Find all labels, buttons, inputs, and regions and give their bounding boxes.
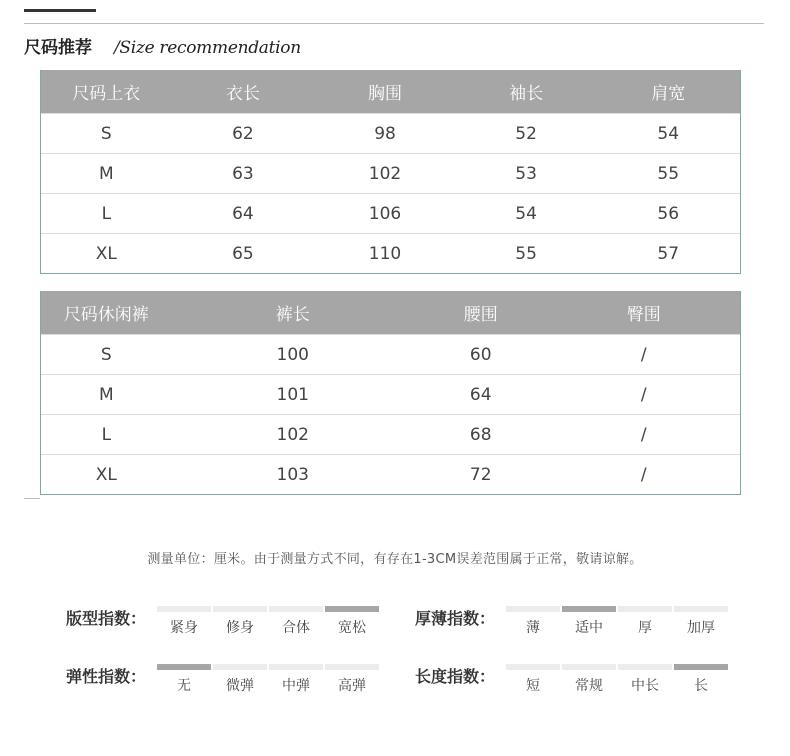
index-option-label: 修身: [226, 620, 254, 636]
table-cell: L: [101, 203, 112, 224]
table-row: [41, 374, 740, 414]
heading-en: /Size recommendation: [114, 38, 301, 58]
table-cell: 98: [374, 123, 396, 144]
length-index: [415, 664, 729, 695]
index-option: [156, 664, 212, 695]
table-cell: 110: [368, 243, 402, 264]
index-scale: [156, 606, 380, 637]
index-bar: [157, 664, 211, 670]
index-option-label: 宽松: [338, 620, 366, 636]
table-header-row: [41, 70, 740, 113]
index-option: [561, 664, 617, 695]
table-cell: 102: [368, 163, 402, 184]
index-bar: [325, 606, 379, 612]
index-bar: [618, 606, 672, 612]
table-cell: M: [98, 384, 114, 405]
index-option: [156, 606, 212, 637]
table-cell: 72: [469, 464, 492, 485]
index-option: [268, 664, 324, 695]
index-option-label: 长: [694, 678, 708, 694]
table-cell: 106: [368, 203, 402, 224]
index-option: [673, 664, 729, 695]
top-divider: [24, 23, 764, 24]
table-cell: 54: [515, 203, 537, 224]
table-row: [41, 233, 740, 273]
pants-size-table: [40, 291, 741, 495]
header-cell: 衣长: [225, 84, 260, 104]
index-label: 厚薄指数：: [415, 609, 496, 628]
table-cell: /: [640, 424, 647, 445]
index-option-label: 无: [177, 678, 191, 694]
thickness-index: [415, 606, 729, 637]
index-option-label: 高弹: [338, 678, 366, 694]
table-cell: 54: [657, 123, 680, 144]
table-cell: XL: [95, 243, 117, 264]
table-cell: 65: [232, 243, 254, 264]
table-header-row: [41, 291, 740, 334]
index-bar: [269, 664, 323, 670]
index-bar: [506, 606, 560, 612]
table-cell: 57: [657, 243, 680, 264]
section-heading: [24, 33, 301, 57]
index-bar: [213, 664, 267, 670]
table-row: [41, 414, 740, 454]
table-row: [41, 193, 740, 233]
table-cell: 53: [515, 163, 537, 184]
index-label: 弹性指数：: [66, 667, 147, 686]
header-cell: 腰围: [463, 305, 498, 325]
index-bar: [213, 606, 267, 612]
index-scale: [505, 664, 729, 695]
index-bar: [269, 606, 323, 612]
index-option: [324, 606, 380, 637]
table-cell: 55: [657, 163, 680, 184]
index-bar: [618, 664, 672, 670]
index-option-label: 中长: [631, 678, 659, 694]
index-option-label: 常规: [575, 678, 603, 694]
stretch-index: [66, 664, 380, 695]
header-cell: 尺码休闲裤: [63, 305, 149, 325]
index-label: 长度指数：: [415, 667, 496, 686]
table-row: [41, 454, 740, 494]
index-option-label: 短: [526, 678, 540, 694]
table-cell: /: [640, 464, 647, 485]
side-divider: [24, 498, 40, 499]
table-cell: 64: [232, 203, 254, 224]
index-option-label: 合体: [282, 620, 310, 636]
index-option: [673, 606, 729, 637]
top-accent-rule: [24, 9, 96, 12]
index-bar: [157, 606, 211, 612]
table-cell: 103: [276, 464, 309, 485]
header-cell: 袖长: [509, 84, 544, 104]
table-cell: XL: [95, 464, 117, 485]
table-cell: 52: [515, 123, 537, 144]
index-bar: [562, 606, 616, 612]
index-bar: [562, 664, 616, 670]
index-option: [505, 606, 561, 637]
index-bar: [674, 606, 728, 612]
table-row: [41, 334, 740, 374]
index-option-label: 中弹: [282, 678, 310, 694]
table-cell: 101: [276, 384, 309, 405]
index-option-label: 紧身: [170, 620, 198, 636]
index-bar: [506, 664, 560, 670]
table-cell: /: [640, 384, 647, 405]
index-option: [617, 606, 673, 637]
index-bar: [674, 664, 728, 670]
index-option-label: 厚: [638, 620, 652, 636]
index-scale: [156, 664, 380, 695]
heading-cn: 尺码推荐: [24, 38, 92, 58]
index-option-label: 适中: [575, 620, 603, 636]
index-option: [212, 664, 268, 695]
index-option: [324, 664, 380, 695]
index-option-label: 薄: [526, 620, 540, 636]
index-option: [505, 664, 561, 695]
table-cell: S: [100, 123, 112, 144]
table-cell: 55: [515, 243, 537, 264]
table-row: [41, 113, 740, 153]
index-option: [212, 606, 268, 637]
table-cell: 56: [657, 203, 680, 224]
header-cell: 肩宽: [651, 84, 686, 104]
table-row: [41, 153, 740, 193]
index-option-label: 微弹: [226, 678, 254, 694]
table-cell: S: [100, 344, 112, 365]
index-bar: [325, 664, 379, 670]
index-label: 版型指数：: [66, 609, 147, 628]
table-cell: 60: [469, 344, 492, 365]
table-cell: 64: [469, 384, 492, 405]
index-option: [268, 606, 324, 637]
header-cell: 裤长: [275, 305, 310, 325]
table-cell: 102: [276, 424, 309, 445]
index-option-label: 加厚: [687, 620, 715, 636]
fit-index: [66, 606, 380, 637]
header-cell: 臀围: [626, 305, 661, 325]
table-cell: /: [640, 344, 647, 365]
table-cell: 63: [232, 163, 254, 184]
measurement-note: 测量单位：厘米。由于测量方式不同，有存在1-3CM误差范围属于正常，敬请谅解。: [147, 552, 643, 567]
header-cell: 胸围: [368, 84, 403, 104]
table-cell: 100: [276, 344, 309, 365]
table-cell: L: [101, 424, 112, 445]
header-cell: 尺码上衣: [72, 84, 141, 104]
table-cell: 62: [232, 123, 254, 144]
table-cell: M: [98, 163, 114, 184]
top-size-table: [40, 70, 741, 274]
index-scale: [505, 606, 729, 637]
index-option: [617, 664, 673, 695]
index-option: [561, 606, 617, 637]
table-cell: 68: [469, 424, 492, 445]
